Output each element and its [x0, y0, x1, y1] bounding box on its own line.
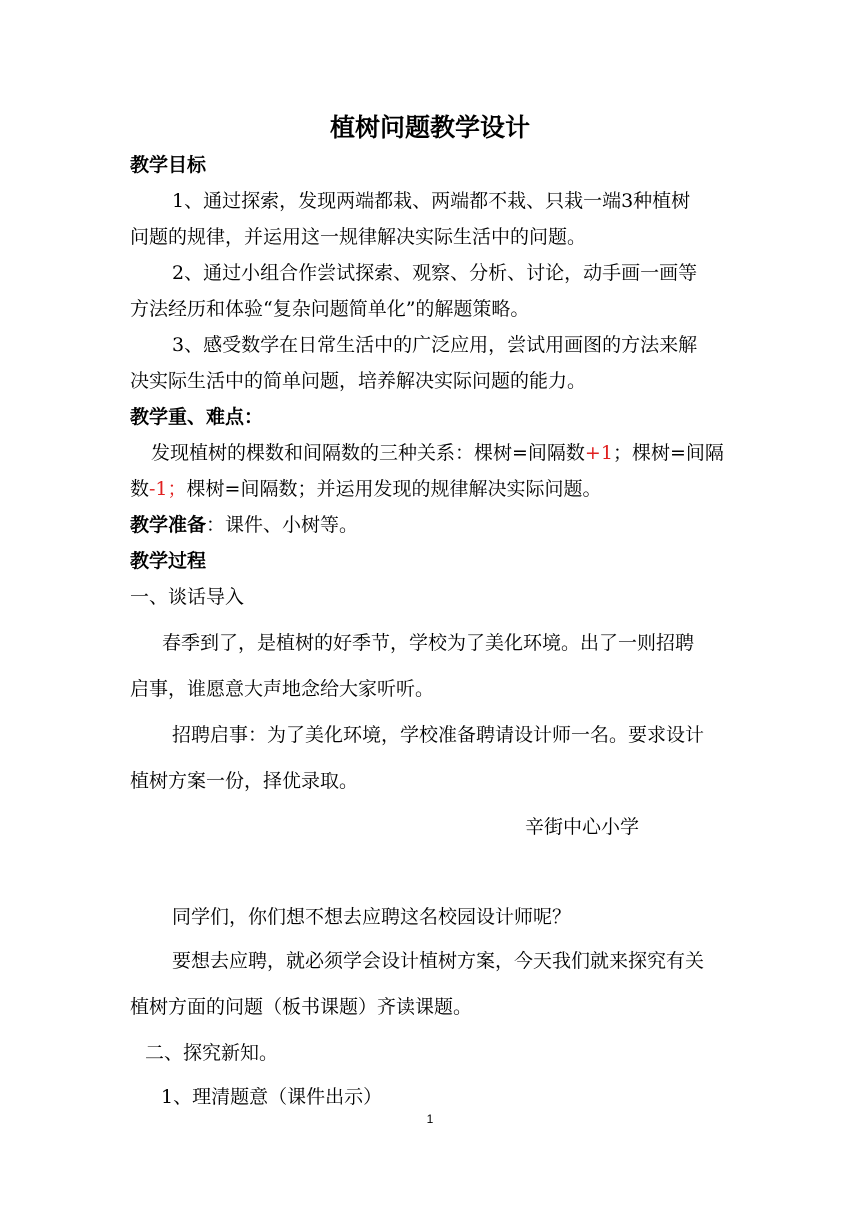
key-points-text: 数 — [130, 478, 150, 500]
plus-one-highlight: +1 — [584, 442, 613, 464]
key-points-text: 棵树=间隔数；并运用发现的规律解决实际问题。 — [186, 478, 602, 500]
goal-3-line-2: 决实际生活中的简单问题，培养解决实际问题的能力。 — [130, 370, 587, 392]
paragraph-1-line-2: 启事，谁愿意大声地念给大家听听。 — [130, 678, 435, 700]
key-points-line-1 — [151, 438, 751, 465]
paragraph-4-line-1: 要想去应聘，就必须学会设计植树方案，今天我们就来探究有关 — [172, 950, 705, 972]
goal-1-line-1: 1、通过探索，发现两端都栽、两端都不栽、只栽一端3种植树 — [172, 190, 691, 212]
prep-text: ：课件、小树等。 — [206, 514, 359, 536]
paragraph-1-line-1: 春季到了，是植树的好季节，学校为了美化环境。出了一则招聘 — [162, 632, 695, 654]
goal-1-line-2: 问题的规律，并运用这一规律解决实际生活中的问题。 — [130, 226, 587, 248]
paragraph-2-line-2: 植树方案一份，择优录取。 — [130, 770, 359, 792]
paragraph-4-line-2: 植树方面的问题（板书课题）齐读课题。 — [130, 996, 473, 1018]
section-2-item-1: 1、理清题意（课件出示） — [161, 1086, 383, 1108]
goal-2-line-2: 方法经历和体验“复杂问题简单化”的解题策略。 — [130, 298, 530, 320]
minus-one-highlight: -1； — [149, 478, 187, 500]
goal-2-line-1: 2、通过小组合作尝试探索、观察、分析、讨论，动手画一画等 — [172, 262, 698, 284]
key-points-line-2 — [130, 474, 730, 501]
goals-heading: 教学目标 — [130, 154, 207, 176]
key-points-text: ；棵树=间隔 — [612, 442, 724, 464]
key-points-text: 发现植树的棵数和间隔数的三种关系：棵树=间隔数 — [151, 442, 585, 464]
signature: 辛街中心小学 — [525, 816, 640, 838]
paragraph-2-line-1: 招聘启事：为了美化环境，学校准备聘请设计师一名。要求设计 — [172, 724, 705, 746]
goal-3-line-1: 3、感受数学在日常生活中的广泛应用，尝试用画图的方法来解 — [172, 334, 698, 356]
prep-line — [130, 510, 730, 537]
process-heading: 教学过程 — [130, 550, 207, 572]
section-2-heading: 二、探究新知。 — [145, 1042, 279, 1064]
page-number: 1 — [426, 1112, 434, 1126]
prep-heading: 教学准备 — [130, 514, 207, 536]
page-title: 植树问题教学设计 — [329, 113, 530, 142]
section-1-heading: 一、谈话导入 — [130, 586, 245, 608]
paragraph-3: 同学们，你们想不想去应聘这名校园设计师呢？ — [172, 906, 572, 928]
key-points-heading: 教学重、难点： — [130, 406, 264, 428]
